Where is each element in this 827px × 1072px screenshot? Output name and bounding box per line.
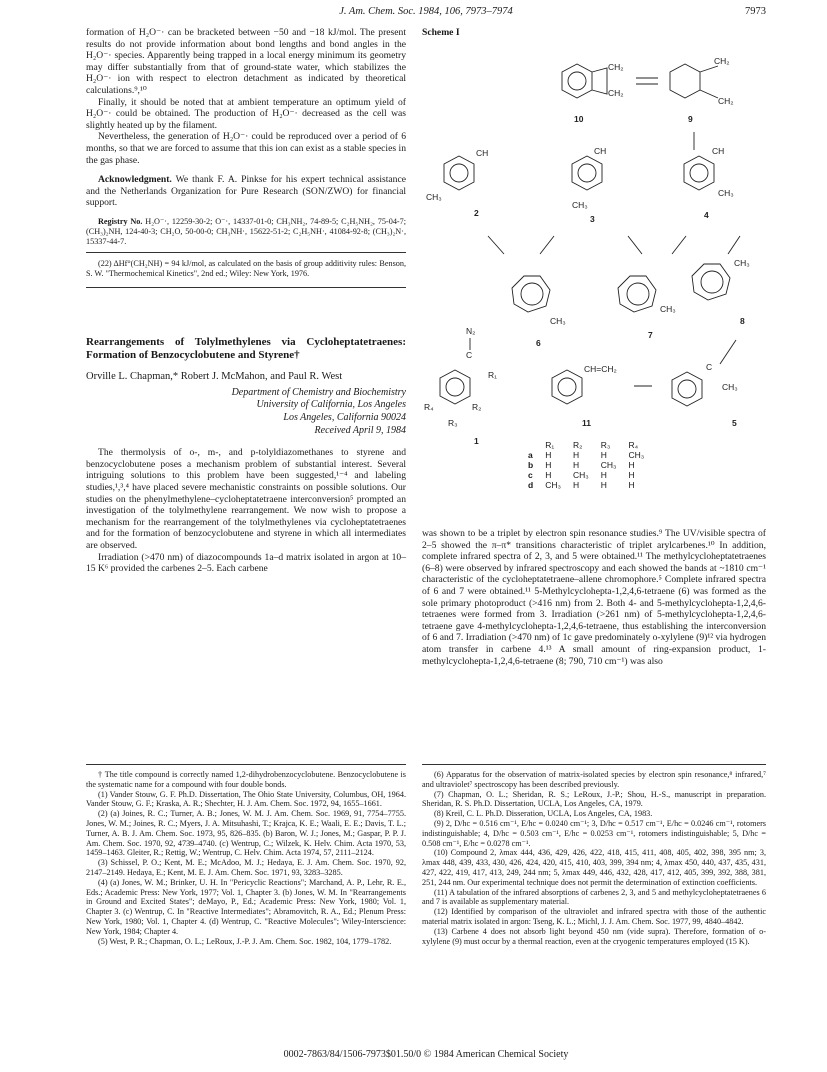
label-ch-2: CH [476, 148, 489, 158]
ring-7 [618, 276, 656, 312]
registry-numbers [86, 217, 406, 246]
page-footer: 0002-7863/84/1506-7973$01.50/0 © 1984 American Chemical Society [283, 1049, 569, 1060]
right-column-body [422, 528, 766, 667]
page-number: 7973 [745, 6, 766, 17]
label-ch2-10b: CH₂ [608, 88, 624, 98]
substituent-table [522, 440, 650, 490]
table-row [522, 480, 650, 490]
footnote-9: (9) 2, D/hc = 0.516 cm⁻¹, E/hc = 0.0240 cm⁻¹; 3, D/hc = 0.517 cm⁻¹, E/hc = 0.0246 cm⁻¹, rotomers indistinguishable; 4, D/hc = 0.503 cm⁻¹, E/hc = 0.0253 cm⁻¹, rotomers indistinguishable; 5, D/hc = 0.508 cm⁻¹, E/hc = 0.0278 cm⁻¹. [422, 818, 766, 848]
paragraph: was shown to be a triplet by electron spin resonance studies.⁹ The UV/visible spectra of 2–5 showed the π–π* transitions characteristic of triplet arylcarbenes.¹⁰ In addition, complete infrared spectra of 2, 3, and 5 were obtained.¹¹ The methylcycloheptatetraenes (6–8) were observed by infrared spectroscopy and each showed the bands at ~1810 cm⁻¹ characteristic of the cycloheptatetraene–allene chromophore.⁵ Complete infrared spectra of 6 and 7 were obtained.¹¹ 5-Methylcyclohepta-1,2,4,6-tetraene (6) was formed as the sole primary photoproduct (>416 nm) from 2. Both 4- and 5-methylcyclohepta-1,2,4,6-tetraenes were formed from 3. Irradiation (>261 nm) of 5-methylcyclohepta-1,2,4,6-tetraene gave 4-methylcyclohepta-1,2,4,6-tetraene, thus establishing the interconversion of 6 and 7. Irradiation (>470 nm) of 1c gave predominately o-xylylene (9)¹² via hydrogen atom transfer in carbene 4.¹³ A small amount of ring-expansion product, 1-methylcyclohepta-1,2,4,6-tetraene (8; 790, 710 cm⁻¹) was also [422, 528, 766, 667]
paragraph: Irradiation (>470 nm) of diazocompounds 1a–d matrix isolated in argon at 10–15 K⁶ provided the carbenes 2–5. Each carbene [86, 551, 406, 575]
paragraph: formation of H₂O⁻· can be bracketed between −50 and −18 kJ/mol. The present results do not provide information about bond lengths and bond angles in the H₂O⁻· species. Apparently being trapped in a local energy minimum its geometry may differ substantially from that of ground-state water, which stabilizes the H₂O⁻· ion with respect to electron detachment as indicated by theoretical calculations.⁹,¹⁰ [86, 27, 406, 96]
registry-text: H₂O⁻·, 12259-30-2; O⁻·, 14337-01-0; CH₃NH₂, 74-89-5; C₂H₅NH₂, 75-04-7; (CH₃)₂NH, 124-40-3; CH₂O, 50-00-0; CH₃NH·, 15622-51-2; C₂H₅NH·, 41084-92-8; (CH₃)₂N·, 15337-44-7. [86, 216, 407, 246]
table-row [522, 470, 650, 480]
affiliation-city: Los Angeles, California 90024 [283, 412, 406, 424]
ring-3 [572, 156, 602, 190]
table-cell: H [628, 460, 635, 470]
label-ch3-8: CH₃ [734, 258, 750, 268]
label-chch2: CH=CH₂ [584, 364, 617, 374]
table-row [522, 460, 650, 470]
ring-9 [670, 64, 700, 98]
footnote-2: (2) (a) Joines, R. C.; Turner, A. B.; Jones, W. M. J. Am. Chem. Soc. 1969, 91, 7754–7755. Jones, W. M.; Joines, R. C.; Myers, J. A. Mitsuhashi, T.; Krajca, K. E.; Waali, E. E.; Davis, T. L.; Turner, A. B. J. Am. Chem. Soc. 1973, 95, 826–835. (b) Baron, W. J.; Jones, M.; Gaspar, P. P. J. Am. Chem. Soc. 1970, 92, 4739–4740. (c) Wentrup, C.; Wilzek, K. Helv. Chim. Acta 1970, 53, 1459–1463. Gleiter, R.; Rettig, W.; Wentrup, C. Helv. Chim. Acta 1974, 57, 2111–2124. [86, 809, 406, 858]
ring-6 [512, 276, 550, 312]
divider [86, 252, 406, 253]
aromatic-circle-4 [690, 164, 708, 182]
acknowledgment-heading: Acknowledgment. [98, 174, 172, 186]
ring-circle-6 [521, 283, 543, 305]
table-cell: b [528, 460, 534, 470]
scheme-figure [422, 27, 766, 518]
aromatic-circle-11 [558, 378, 576, 396]
footnotes-right [422, 770, 766, 946]
footnote-6: (6) Apparatus for the observation of matrix-isolated species by electron spin resonance,⁸ infrared,⁷ and ultraviolet⁷ spectroscopy has been described previously. [422, 770, 766, 789]
compound-number-1: 1 [474, 436, 479, 446]
footnote-1: (1) Vander Stouw, G. F. Ph.D. Dissertation, The Ohio State University, Columbus, OH, 1964. Vander Stouw, G. F.; Kraska, A. R.; Shechter, H. J. Am. Chem. Soc. 1972, 94, 1655–1661. [86, 789, 406, 809]
table-cell: H [545, 470, 552, 480]
footnote-divider-left [86, 764, 406, 765]
aromatic-circle-2 [450, 164, 468, 182]
arrow-5-8 [720, 340, 736, 364]
table-cell: H [600, 470, 607, 480]
affiliation-university: University of California, Los Angeles [256, 399, 406, 411]
table-cell: c [528, 470, 533, 480]
arrow-2-6 [488, 236, 504, 254]
running-header [86, 6, 766, 22]
arrow-4-7 [672, 236, 686, 254]
footnote-13: (13) Carbene 4 does not absorb light beyond 450 nm (vide supra). Therefore, formation of o-xylylene (9) must occur by a thermal reaction, even at the cryogenic temperatures employed (15 K). [422, 926, 766, 946]
table-cell: a [528, 450, 533, 460]
table-row [522, 440, 650, 450]
cyclobutene-ring-10 [592, 68, 607, 94]
journal-citation: J. Am. Chem. Soc. 1984, 106, 7973–7974 [339, 6, 513, 17]
footnote-3: (3) Schissel, P. O.; Kent, M. E.; McAdoo, M. J.; Hedaya, E. J. Am. Chem. Soc. 1970, 92, 2147–2149. Hedaya, E.; Kent, M. E. J. Am. Chem. Soc. 1971, 93, 3283–3285. [86, 858, 406, 877]
ring-1 [440, 370, 470, 404]
table-cell: H [545, 450, 552, 460]
arrow-8-4 [728, 236, 740, 254]
left-column [86, 27, 406, 575]
footnote-7: (7) Chapman, O. L.; Sheridan, R. S.; LeRoux, J.-P.; Shou, H.-S., manuscript in preparation. Sheridan, R. S. Ph.D. Dissertation, UCLA, Los Angeles, CA, 1979. [422, 789, 766, 809]
ring-8 [692, 264, 730, 300]
footnote-divider-right [422, 764, 766, 765]
aromatic-circle-5 [678, 380, 696, 398]
label-r1: R₁ [488, 370, 498, 380]
label-ch3-2: CH₃ [426, 192, 442, 202]
ring-2 [444, 156, 474, 190]
table-row [522, 450, 650, 460]
compound-number-8: 8 [740, 316, 745, 326]
table-header [522, 440, 539, 450]
label-r4: R₄ [424, 402, 434, 412]
ring-5 [672, 372, 702, 406]
table-cell: H [628, 480, 635, 490]
table-cell: CH₃ [545, 480, 561, 490]
label-ch-4: CH [712, 146, 725, 156]
paragraph: Finally, it should be noted that at ambient temperature an optimum yield of H₂O⁻· could be obtained. The production of H₂O⁻· decreased as the cell was slightly heated up by the filament. [86, 96, 406, 131]
paragraph: Nevertheless, the generation of H₂O⁻· could be reproduced over a period of 6 months, so that we are forced to assume that this ion can exist as a stable species in the gas phase. [86, 131, 406, 166]
registry-heading: Registry No. [98, 216, 143, 226]
footnotes-left [86, 770, 406, 946]
label-ch3-6: CH₃ [550, 316, 566, 326]
footnote-11: (11) A tabulation of the infrared absorptions of carbenes 2, 3, and 5 and methylcycloheptatetraenes 6 and 7 is available as supplementary material. [422, 887, 766, 907]
scheme-label: Scheme I [422, 27, 460, 38]
aromatic-circle-1 [446, 378, 464, 396]
article-title: Rearrangements of Tolylmethylenes via Cycloheptatetraenes: Formation of Benzocyclobutene and Styrene† [86, 335, 406, 361]
label-ch3-4: CH₃ [718, 188, 734, 198]
authors: Orville L. Chapman,* Robert J. McMahon, and Paul R. West [86, 370, 343, 382]
table-header: R₂ [572, 440, 583, 450]
table-cell: H [572, 460, 580, 470]
ring-4 [684, 156, 714, 190]
divider [86, 287, 406, 288]
table-cell: H [572, 450, 580, 460]
table-cell: H [628, 470, 635, 480]
acknowledgment-text: We thank F. A. Pinkse for his expert technical assistance and the Netherlands Organization for Pure Research (SON/ZWO) for financial support. [86, 174, 406, 209]
compound-number-2: 2 [474, 208, 479, 218]
arrow-3-6 [540, 236, 554, 254]
footnote-4: (4) (a) Jones, W. M.; Brinker, U. H. In "Pericyclic Reactions"; Marchand, A. P., Lehr, R. E., Eds.; Academic Press: New York, 1977; Vol. 1, Chapter 3. (b) Jones, W. M. In "Rearrangements in Ground and Excited States"; deMayo, P., Ed.; Academic Press: New York, 1980; Vol. 1, Chapter 3. (c) Wentrup, C. In "Reactive Intermediates"; Abramovitch, R. A., Ed.; Plenum Press: New York, 1980; Vol. 1, Chapter 4. (d) Wentrup, C. "Reactive Molecules"; Wiley-Interscience: New York, 1984; Chapter 4. [86, 877, 406, 936]
footnote-5: (5) West, P. R.; Chapman, O. L.; LeRoux, J.-P. J. Am. Chem. Soc. 1982, 104, 1779–1782. [98, 936, 392, 946]
compound-number-7: 7 [648, 330, 653, 340]
compound-number-6: 6 [536, 338, 541, 348]
ring-circle-8 [701, 271, 723, 293]
label-ch2-10a: CH₂ [608, 62, 624, 72]
acknowledgment [86, 174, 406, 209]
table-header: R₄ [628, 440, 639, 450]
arrow-3-7 [628, 236, 642, 254]
compound-number-4: 4 [704, 210, 709, 220]
table-cell: d [528, 480, 534, 490]
compound-number-3: 3 [590, 214, 595, 224]
footnote-8: (8) Kreil, C. L. Ph.D. Disseration, UCLA, Los Angeles, CA, 1983. [434, 809, 653, 819]
label-r3: R₃ [448, 418, 458, 428]
label-n2: N₂ [466, 326, 476, 336]
label-c-1: C [466, 350, 473, 360]
compound-number-10: 10 [574, 114, 584, 124]
table-cell: CH₃ [600, 460, 617, 470]
table-header: R₃ [600, 440, 611, 450]
table-header: R₁ [545, 440, 555, 450]
label-ch2-9b: CH₂ [718, 96, 734, 106]
benzene-ring-10 [562, 64, 592, 98]
exo-bonds-9 [700, 66, 718, 98]
table-cell: CH₃ [572, 470, 589, 480]
label-c-5: C [706, 362, 713, 372]
footnote-12: (12) Identified by comparison of the ultraviolet and infrared spectra with those of the authentic material matrix isolated in argon: Tseng, K. L.; Michl, J. J. Am. Chem. Soc. 1977, 99, 4840–4842. [422, 907, 766, 926]
label-ch-3: CH [594, 146, 607, 156]
aromatic-circle-3 [578, 164, 596, 182]
label-ch3-7: CH₃ [660, 304, 676, 314]
paragraph: The thermolysis of o-, m-, and p-tolyldiazomethanes to styrene and benzocyclobutene poses a mechanism problem of substantial interest. Several intriguing solutions to this problem have been suggested,¹⁻⁴ and labeling studies,¹,³,⁴ have placed severe mechanistic constraints on possible solutions. Our studies on the phenylmethylene–cycloheptatetraene interconversion⁵ prompted an investigation of the tolylmethylene rearrangement. We now wish to propose a mechanism for the rearrangement of the tolylmethylenes via cycloheptatetraenes and for the formation of benzocyclobutene and styrene in which all intermediates are observed. [86, 447, 406, 552]
ring-11 [552, 370, 582, 404]
label-ch2-9a: CH₂ [714, 56, 730, 66]
aromatic-circle-10 [568, 72, 586, 90]
table-cell: CH₃ [628, 450, 645, 460]
footnote-10: (10) Compound 2, λmax 444, 436, 429, 426, 422, 418, 415, 411, 408, 405, 402, 398, 395 nm; 3, λmax 448, 439, 433, 430, 426, 424, 420, 415, 410, 403, 399, 394 nm; 4, λmax 450, 440, 437, 435, 431, 427, 422, 419, 417, 413, 249, 244 nm; 5, λmax 449, 446, 432, 428, 417, 412, 405, 399, 392, 388, 381, 251, 244 nm. Our experimental technique does not permit the determination of extinction coefficients. [422, 848, 766, 887]
compound-number-5: 5 [732, 418, 737, 428]
table-cell: H [600, 480, 607, 490]
footnote-dagger: † The title compound is correctly named 1,2-dihydrobenzocyclobutene. Benzocyclobutene is the systematic name for a compound with four double bonds. [86, 770, 406, 789]
table-cell: H [545, 460, 552, 470]
received-date: Received April 9, 1984 [314, 424, 406, 436]
table-cell: H [572, 480, 580, 490]
label-r2: R₂ [472, 402, 482, 412]
compound-number-9: 9 [688, 114, 693, 124]
ring-circle-7 [627, 283, 649, 305]
compound-number-11: 11 [582, 418, 591, 428]
affiliation-department: Department of Chemistry and Biochemistry [231, 386, 406, 398]
footnote-22: (22) ΔHf°(CH₂NH) = 94 kJ/mol, as calculated on the basis of group additivity rules: Benson, S. W. "Thermochemical Kinetics", 2nd ed.; Wiley: New York, 1976. [86, 259, 406, 279]
label-ch3-3: CH₃ [572, 200, 588, 210]
table-cell: H [600, 450, 607, 460]
label-ch3-5: CH₃ [722, 382, 738, 392]
